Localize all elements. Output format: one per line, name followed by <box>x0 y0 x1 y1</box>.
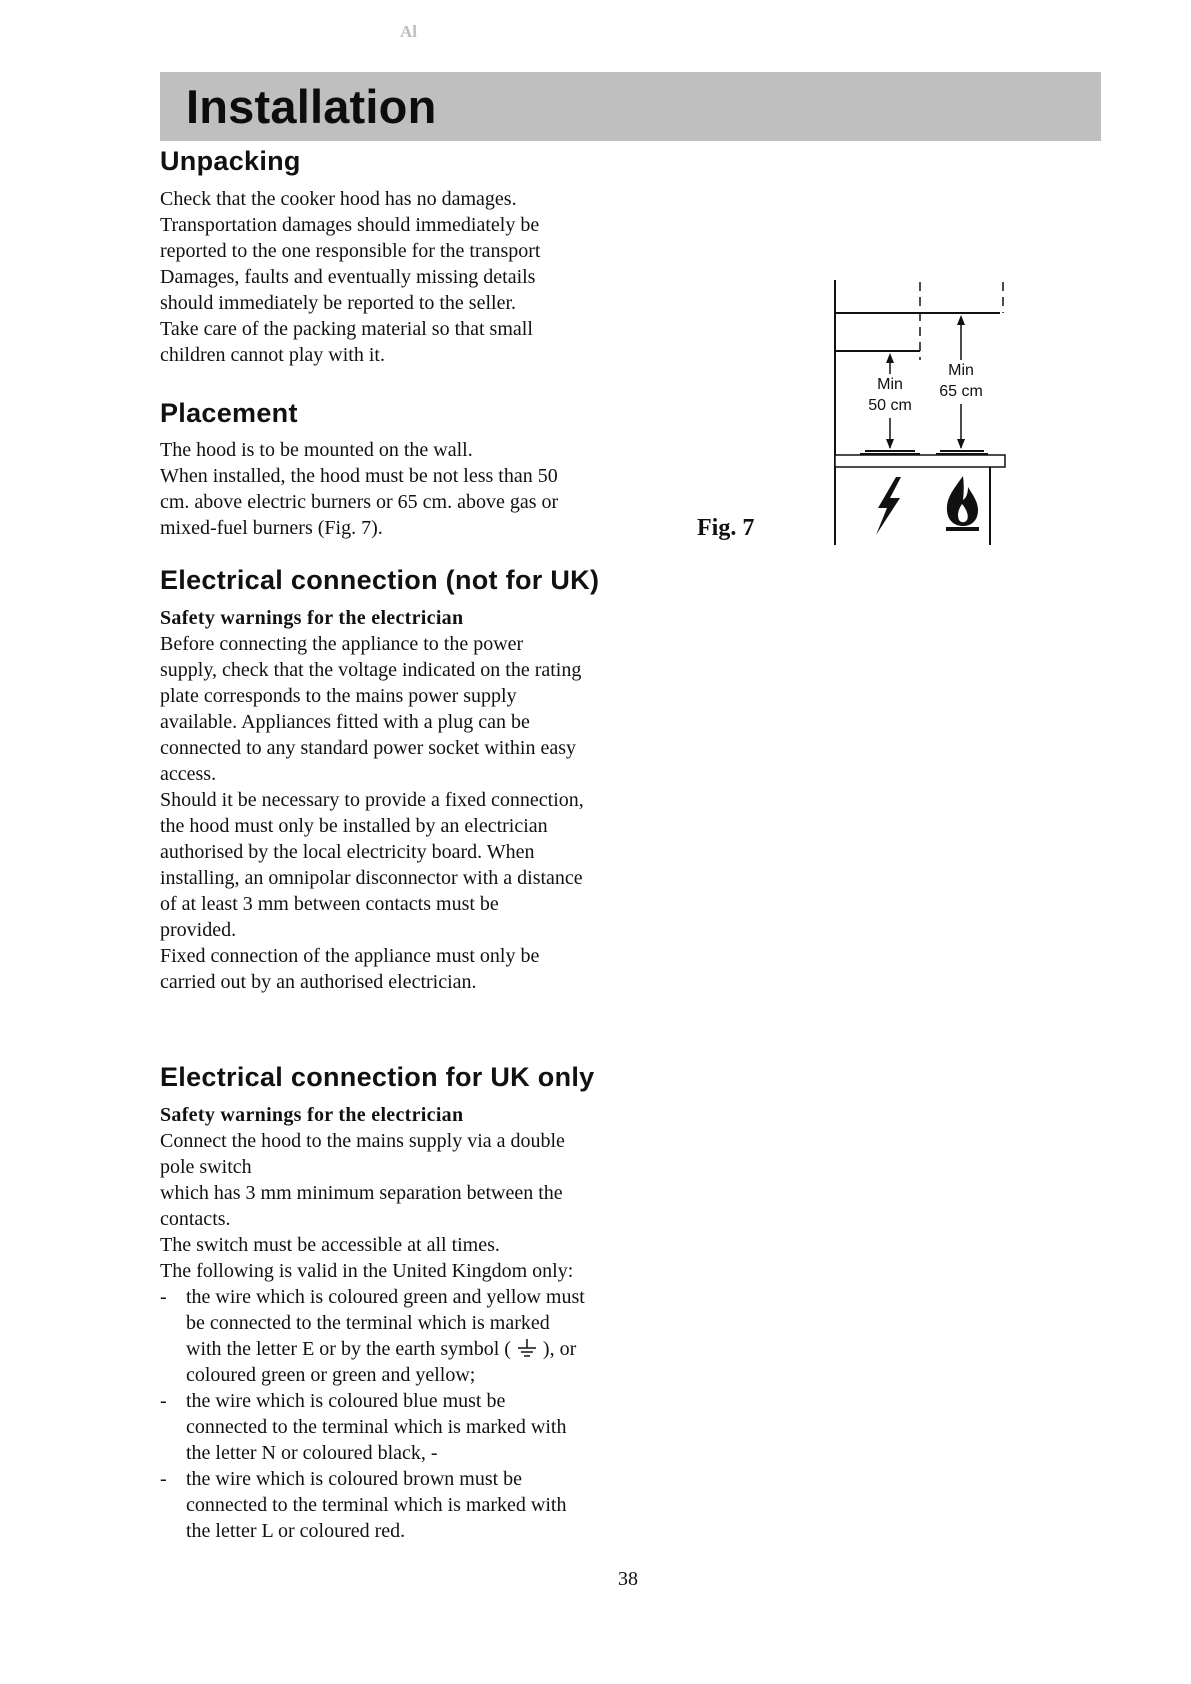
text-line: provided. <box>160 919 237 941</box>
text-line: the wire which is coloured brown must be <box>186 1468 523 1490</box>
list-dash: - <box>160 1286 167 1308</box>
text-line: the letter L or coloured red. <box>186 1520 406 1542</box>
text-line: connected to the terminal which is marked with <box>186 1494 567 1516</box>
safety-subheading: Safety warnings for the electrician <box>160 1104 464 1126</box>
electrical-not-uk-heading: Electrical connection (not for UK) <box>160 565 600 595</box>
list-item <box>160 1284 610 1388</box>
electric-min-label: Min <box>877 376 903 393</box>
text-line: mixed-fuel burners (Fig. 7). <box>160 517 383 539</box>
text-line: carried out by an authorised electrician. <box>160 971 477 993</box>
text-line: Connect the hood to the mains supply via a double <box>160 1130 565 1152</box>
hood-clearance-diagram <box>820 280 1020 550</box>
list-dash: - <box>160 1390 167 1412</box>
text-line: the wire which is coloured green and yellow must <box>186 1286 585 1308</box>
text-line: contacts. <box>160 1208 231 1230</box>
text-line: Should it be necessary to provide a fixed connection, <box>160 789 584 811</box>
worktop <box>835 455 1005 467</box>
text-line: plate corresponds to the mains power supply <box>160 685 517 707</box>
list-dash: - <box>160 1468 167 1490</box>
text-line: Transportation damages should immediately be <box>160 214 540 236</box>
electrical-uk-heading: Electrical connection for UK only <box>160 1062 595 1092</box>
electric-min-value: 50 cm <box>868 397 912 414</box>
gas-min-value: 65 cm <box>939 383 983 400</box>
unpacking-heading: Unpacking <box>160 146 301 176</box>
gas-flame-icon <box>946 476 979 531</box>
gas-min-label: Min <box>948 362 974 379</box>
text-line: the hood must only be installed by an electrician <box>160 815 548 837</box>
text-line: Fixed connection of the appliance must only be <box>160 945 540 967</box>
text-line: installing, an omnipolar disconnector with a distance <box>160 867 583 889</box>
list-item <box>160 1388 610 1466</box>
text-line: children cannot play with it. <box>160 344 385 366</box>
title-bar <box>160 72 1101 141</box>
text-line: The following is valid in the United Kingdom only: <box>160 1260 574 1282</box>
unpacking-text <box>160 186 600 368</box>
electrical-uk-text <box>160 1102 620 1284</box>
text-line: of at least 3 mm between contacts must be <box>160 893 499 915</box>
text-line: The hood is to be mounted on the wall. <box>160 439 473 461</box>
text-line: The switch must be accessible at all times. <box>160 1234 500 1256</box>
list-item <box>160 1466 610 1544</box>
text-line: access. <box>160 763 217 785</box>
text-fragment: ), or <box>542 1338 577 1360</box>
text-line: pole switch <box>160 1156 252 1178</box>
text-line <box>186 1336 610 1362</box>
text-fragment: with the letter E or by the earth symbol ( <box>186 1338 511 1360</box>
earth-symbol-icon <box>516 1337 538 1359</box>
text-line: which has 3 mm minimum separation between the <box>160 1182 563 1204</box>
placement-text <box>160 437 600 541</box>
page-number: 38 <box>618 1568 638 1590</box>
page-title: Installation <box>186 80 437 133</box>
text-line: cm. above electric burners or 65 cm. above gas or <box>160 491 559 513</box>
text-line: the letter N or coloured black, - <box>186 1442 438 1464</box>
text-line: Damages, faults and eventually missing details <box>160 266 536 288</box>
text-line: available. Appliances fitted with a plug can be <box>160 711 530 733</box>
text-line: supply, check that the voltage indicated on the rating <box>160 659 582 681</box>
text-line: Before connecting the appliance to the power <box>160 633 524 655</box>
text-line: connected to any standard power socket within easy <box>160 737 576 759</box>
text-line: reported to the one responsible for the transport <box>160 240 541 262</box>
placement-heading: Placement <box>160 398 298 428</box>
figure-label: Fig. 7 <box>697 515 755 541</box>
text-line: When installed, the hood must be not less than 50 <box>160 465 558 487</box>
electrical-not-uk-text <box>160 605 620 995</box>
text-line: should immediately be reported to the seller. <box>160 292 517 314</box>
text-line: coloured green or green and yellow; <box>186 1364 476 1386</box>
safety-subheading: Safety warnings for the electrician <box>160 607 464 629</box>
document-header-code: Al <box>400 22 417 41</box>
text-line: Take care of the packing material so that small <box>160 318 533 340</box>
text-line: the wire which is coloured blue must be <box>186 1390 506 1412</box>
text-line: be connected to the terminal which is marked <box>186 1312 550 1334</box>
wiring-list <box>160 1284 610 1544</box>
text-line: connected to the terminal which is marked with <box>186 1416 567 1438</box>
lightning-bolt-icon <box>876 477 901 535</box>
text-line: Check that the cooker hood has no damages. <box>160 188 517 210</box>
text-line: authorised by the local electricity board. When <box>160 841 535 863</box>
